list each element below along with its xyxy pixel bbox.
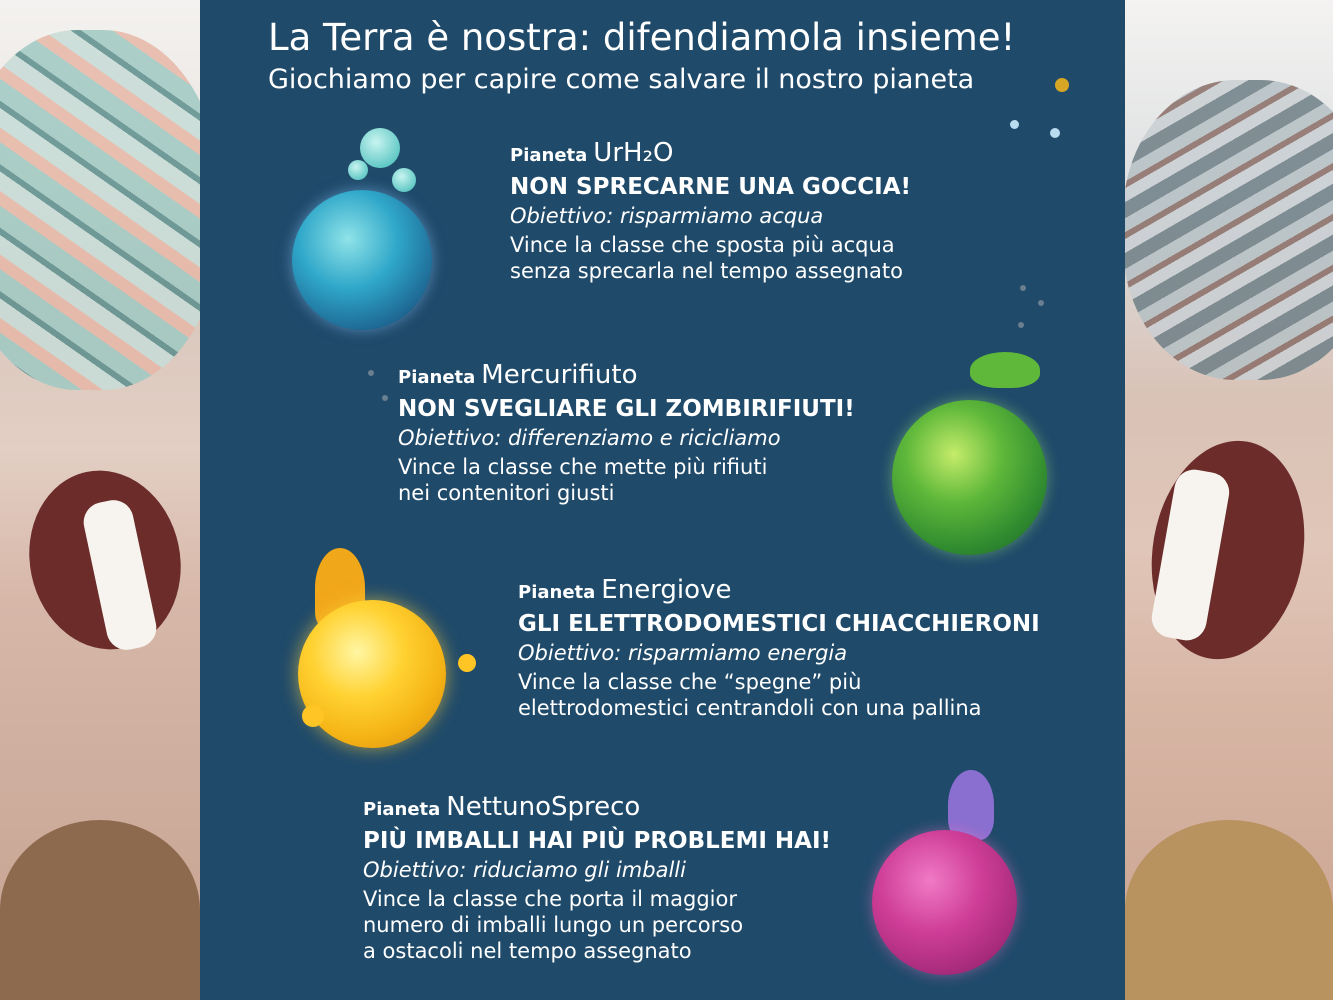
planet-goal: Obiettivo: risparmiamo acqua [510,204,824,228]
bubble-icon [392,168,416,192]
planet-card-packaging [363,792,831,964]
star-dot [382,395,388,401]
bubble-icon [360,128,400,168]
planet-label: Pianeta [398,367,476,388]
star-dot [368,370,374,376]
planet-name-line [398,360,855,390]
alien-plant-icon [948,770,994,840]
tree-canopy-icon [970,352,1040,388]
star-dot [1010,120,1019,129]
right-hair [1125,820,1333,1000]
page-title: La Terra è nostra: difendiamola insieme! [268,16,1016,59]
planet-name: Energiove [601,575,732,605]
planet-name: UrH₂O [593,138,674,168]
planet-goal: Obiettivo: riduciamo gli imballi [363,858,686,882]
planet-description-line: Vince la classe che “spegne” più [518,670,862,694]
planet-card-energy [518,575,1040,721]
planet-label: Pianeta [518,582,596,603]
planet-headline: PIÙ IMBALLI HAI PIÙ PROBLEMI HAI! [363,828,832,854]
orb-icon [458,654,476,672]
planet-description-line: numero di imballi lungo un percorso [363,913,744,937]
left-scarf [0,30,200,390]
page-subtitle: Giochiamo per capire come salvare il nostro pianeta [268,64,975,95]
planet-name: NettunoSpreco [446,792,641,822]
bubble-icon [348,160,368,180]
planet-name-line [363,792,831,822]
star-dot [1018,322,1024,328]
planet-card-water [510,138,911,284]
planet-description-line: Vince la classe che mette più rifiuti [398,455,768,479]
planet-headline: GLI ELETTRODOMESTICI CHIACCHIERONI [518,611,1040,637]
planet-label: Pianeta [363,799,441,820]
star-dot [1055,78,1069,92]
planet-name: Mercurifiuto [481,360,638,390]
planet-description [518,669,1040,721]
planet-description-line: Vince la classe che sposta più acqua [510,233,895,257]
planet-name-line [510,138,911,168]
planet-goal: Obiettivo: risparmiamo energia [518,641,848,665]
left-photo [0,0,200,1000]
planet-card-waste [398,360,855,506]
star-dot [1020,285,1026,291]
planet-description-line: Vince la classe che porta il maggior [363,887,737,911]
planet-description [363,886,831,964]
right-scarf [1125,80,1333,380]
planet-description [510,232,911,284]
orb-icon [302,705,324,727]
planet-headline: NON SPRECARNE UNA GOCCIA! [510,174,912,200]
planet-description-line: elettrodomestici centrandoli con una pallina [518,696,982,720]
energy-planet-icon [298,600,446,748]
planet-description [398,454,855,506]
planet-name-line [518,575,1040,605]
planet-label: Pianeta [510,145,588,166]
star-dot [1050,128,1060,138]
planet-description-line: a ostacoli nel tempo assegnato [363,939,692,963]
waste-planet-icon [892,400,1047,555]
planet-description-line: nei contenitori giusti [398,481,615,505]
main-panel [200,0,1125,1000]
planet-goal: Obiettivo: differenziamo e ricicliamo [398,426,781,450]
packaging-planet-icon [872,830,1017,975]
left-hair [0,820,200,1000]
right-photo [1125,0,1333,1000]
water-planet-icon [292,190,432,330]
star-dot [1038,300,1044,306]
planet-headline: NON SVEGLIARE GLI ZOMBIRIFIUTI! [398,396,855,422]
planet-description-line: senza sprecarla nel tempo assegnato [510,259,903,283]
